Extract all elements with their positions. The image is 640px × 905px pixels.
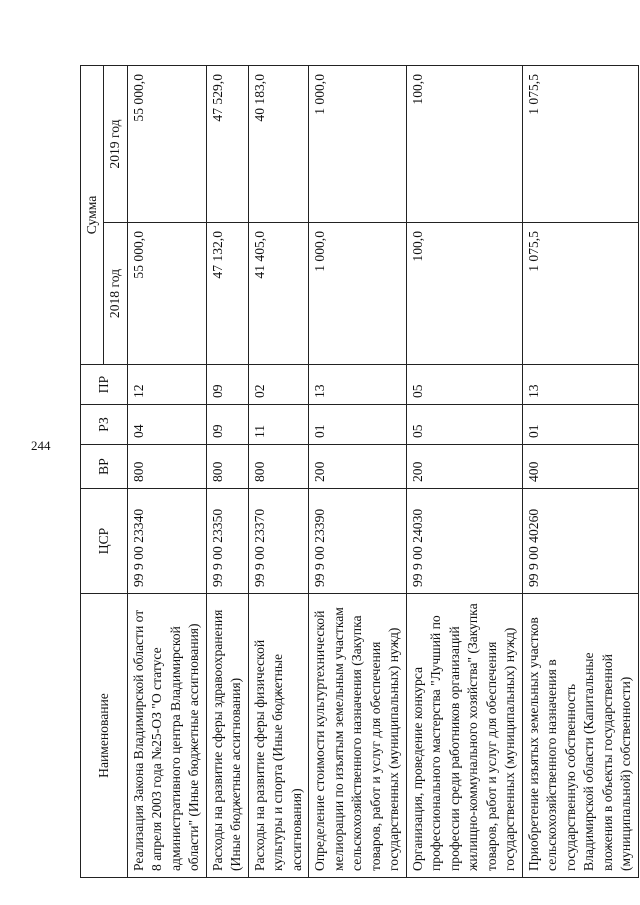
row-2019: 47 529,0 xyxy=(206,66,248,223)
row-name: Реализация Закона Владимирской области от 8 апреля 2003 года №25-ОЗ "О статусе административного центра Владимирской области" (Иные бюджетные ассигнования) xyxy=(127,594,206,878)
header-csr: ЦСР xyxy=(81,489,128,594)
header-2019: 2019 год xyxy=(104,66,127,223)
row-csr: 99 9 00 40260 xyxy=(522,489,638,594)
row-pr: 02 xyxy=(248,365,308,405)
row-vr: 200 xyxy=(309,445,406,489)
row-csr: 99 9 00 23390 xyxy=(309,489,406,594)
table-row xyxy=(522,66,638,878)
table-row xyxy=(309,66,406,878)
row-pr: 05 xyxy=(406,365,522,405)
row-name: Организация, проведение конкурса профессионального мастерства "Лучший по профессии среди работников организаций жилищно-коммунального хозяйства" (Закупка товаров, работ и услуг для обеспечения государственных (муниципальных) нужд) xyxy=(406,594,522,878)
row-csr: 99 9 00 23340 xyxy=(127,489,206,594)
row-pr: 12 xyxy=(127,365,206,405)
rotated-table-container xyxy=(80,66,638,878)
row-vr: 800 xyxy=(206,445,248,489)
row-name: Расходы на развитие сферы здравоохранения (Иные бюджетные ассигнования) xyxy=(206,594,248,878)
row-vr: 200 xyxy=(406,445,522,489)
row-2018: 100,0 xyxy=(406,223,522,365)
table-row xyxy=(206,66,248,878)
row-2019: 100,0 xyxy=(406,66,522,223)
row-2019: 1 000,0 xyxy=(309,66,406,223)
row-2018: 1 075,5 xyxy=(522,223,638,365)
header-name: Наименование xyxy=(81,594,128,878)
budget-table xyxy=(80,65,639,878)
table-row xyxy=(127,66,206,878)
row-name: Приобретение изъятых земельных участков сельскохозяйственного назначения в государственную собственность Владимирской области (Капитальные вложения в объекты государственной (муниципальной) собственности) xyxy=(522,594,638,878)
row-2019: 55 000,0 xyxy=(127,66,206,223)
row-2018: 41 405,0 xyxy=(248,223,308,365)
row-2019: 1 075,5 xyxy=(522,66,638,223)
row-2018: 1 000,0 xyxy=(309,223,406,365)
header-2018: 2018 год xyxy=(104,223,127,365)
header-vr: ВР xyxy=(81,445,128,489)
row-rz: 01 xyxy=(522,405,638,445)
row-vr: 400 xyxy=(522,445,638,489)
header-pr: ПР xyxy=(81,365,128,405)
row-csr: 99 9 00 23350 xyxy=(206,489,248,594)
row-pr: 13 xyxy=(522,365,638,405)
row-csr: 99 9 00 24030 xyxy=(406,489,522,594)
header-sum: Сумма xyxy=(81,66,104,365)
row-csr: 99 9 00 23370 xyxy=(248,489,308,594)
row-pr: 13 xyxy=(309,365,406,405)
row-rz: 11 xyxy=(248,405,308,445)
row-rz: 01 xyxy=(309,405,406,445)
row-rz: 04 xyxy=(127,405,206,445)
row-rz: 09 xyxy=(206,405,248,445)
row-vr: 800 xyxy=(248,445,308,489)
row-name: Расходы на развитие сферы физической культуры и спорта (Иные бюджетные ассигнования) xyxy=(248,594,308,878)
page-number: 244 xyxy=(31,438,51,453)
row-vr: 800 xyxy=(127,445,206,489)
row-name: Определение стоимости культуртехнической мелиорации по изъятым земельным участкам сельскохозяйственного назначения (Закупка товаров, работ и услуг для обеспечения государственных (муниципальных) нужд) xyxy=(309,594,406,878)
table-row xyxy=(248,66,308,878)
table-row xyxy=(406,66,522,878)
header-rz: РЗ xyxy=(81,405,128,445)
row-2018: 55 000,0 xyxy=(127,223,206,365)
row-2018: 47 132,0 xyxy=(206,223,248,365)
row-pr: 09 xyxy=(206,365,248,405)
row-2019: 40 183,0 xyxy=(248,66,308,223)
row-rz: 05 xyxy=(406,405,522,445)
